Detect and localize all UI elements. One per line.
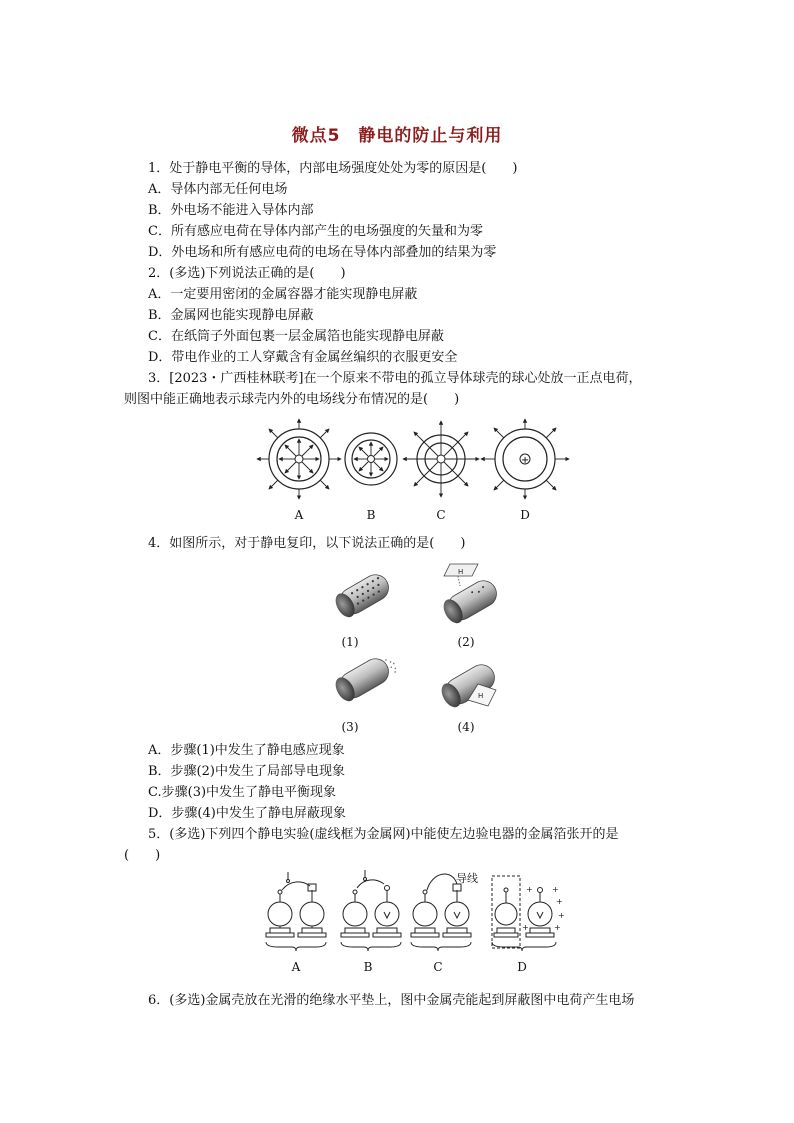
figure-4-label-3: (3) xyxy=(341,720,359,734)
electroscope-pair-a xyxy=(266,872,326,937)
copier-drum-step-4 xyxy=(438,660,498,711)
figure-3c-shell xyxy=(403,421,479,497)
copier-drum-step-2 xyxy=(440,564,498,627)
question-4-stem: 4．如图所示，对于静电复印，以下说法正确的是( ) xyxy=(148,536,466,551)
figure-5-wire-label: 导线 xyxy=(456,872,478,885)
figure-5-label-c: C xyxy=(433,960,443,974)
figure-3b-shell xyxy=(345,433,397,485)
question-4-option-a: A．步骤(1)中发生了静电感应现象 xyxy=(148,743,345,758)
question-4-option-c: C.步骤(3)中发生了静电平衡现象 xyxy=(148,785,337,800)
figure-3a-shell xyxy=(257,419,341,499)
question-5-stem-continued: ( ) xyxy=(124,848,161,863)
question-3-stem-continued: 则图中能正确地表示球壳内外的电场线分布情况的是( ) xyxy=(124,392,460,407)
copier-drum-step-1 xyxy=(332,570,393,621)
question-5-figure xyxy=(260,868,570,960)
figure-3-label-a: A xyxy=(294,508,304,522)
question-4-option-b: B．步骤(2)中发生了局部导电现象 xyxy=(148,764,345,779)
svg-text:+: + xyxy=(558,911,565,920)
page-title: 微点5 静电的防止与利用 xyxy=(291,126,503,146)
question-4-option-d: D．步骤(4)中发生了静电屏蔽现象 xyxy=(148,806,346,821)
svg-text:+: + xyxy=(526,885,533,894)
question-6-stem: 6．(多选)金属壳放在光滑的绝缘水平垫上，图中金属壳能起到屏蔽图中电荷产生电场 xyxy=(148,993,635,1008)
figure-5-label-b: B xyxy=(363,960,373,974)
question-1-option-b: B．外电场不能进入导体内部 xyxy=(148,203,314,218)
figure-4-label-1: (1) xyxy=(341,635,359,649)
copier-letter-h-step-4: H xyxy=(478,692,484,700)
svg-text:+: + xyxy=(552,885,559,894)
question-1-option-a: A．导体内部无任何电场 xyxy=(148,182,288,197)
question-1-option-d: D．外电场和所有感应电荷的电场在导体内部叠加的结果为零 xyxy=(148,245,497,260)
svg-text:+: + xyxy=(556,897,563,906)
copier-letter-h-step-2: H xyxy=(458,568,464,576)
figure-3-label-b: B xyxy=(366,508,376,522)
question-2-option-b: B．金属网也能实现静电屏蔽 xyxy=(148,308,314,323)
electroscope-pair-d xyxy=(492,876,554,948)
electroscope-pair-b xyxy=(341,870,401,937)
figure-3d-charge-symbol: + xyxy=(520,455,530,466)
question-2-option-d: D．带电作业的工人穿戴含有金属丝编织的衣服更安全 xyxy=(148,350,458,365)
figure-5-label-d: D xyxy=(517,960,527,974)
figure-3d-shell xyxy=(481,419,569,499)
svg-text:+: + xyxy=(554,923,561,932)
copier-drum-step-3 xyxy=(332,650,400,704)
question-1-stem: 1．处于静电平衡的导体，内部电场强度处处为零的原因是( ) xyxy=(148,161,518,176)
question-1-option-c: C．所有感应电荷在导体内部产生的电场强度的矢量和为零 xyxy=(148,224,483,239)
question-5-stem: 5．(多选)下列四个静电实验(虚线框为金属网)中能使左边验电器的金属箔张开的是 xyxy=(148,827,619,842)
question-2-option-c: C．在纸筒子外面包裹一层金属箔也能实现静电屏蔽 xyxy=(148,329,444,344)
question-3-figure xyxy=(255,418,575,500)
figure-3-label-c: C xyxy=(436,508,446,522)
svg-text:+: + xyxy=(522,923,529,932)
figure-4-label-4: (4) xyxy=(457,720,475,734)
figure-3-label-d: D xyxy=(520,508,530,522)
question-2-stem: 2．(多选)下列说法正确的是( ) xyxy=(148,266,346,281)
question-2-option-a: A．一定要用密闭的金属容器才能实现静电屏蔽 xyxy=(148,287,418,302)
figure-4-label-2: (2) xyxy=(457,635,475,649)
figure-5-label-a: A xyxy=(291,960,301,974)
question-3-stem: 3．[2023・广西桂林联考]在一个原来不带电的孤立导体球壳的球心处放一正点电荷， xyxy=(148,371,642,386)
